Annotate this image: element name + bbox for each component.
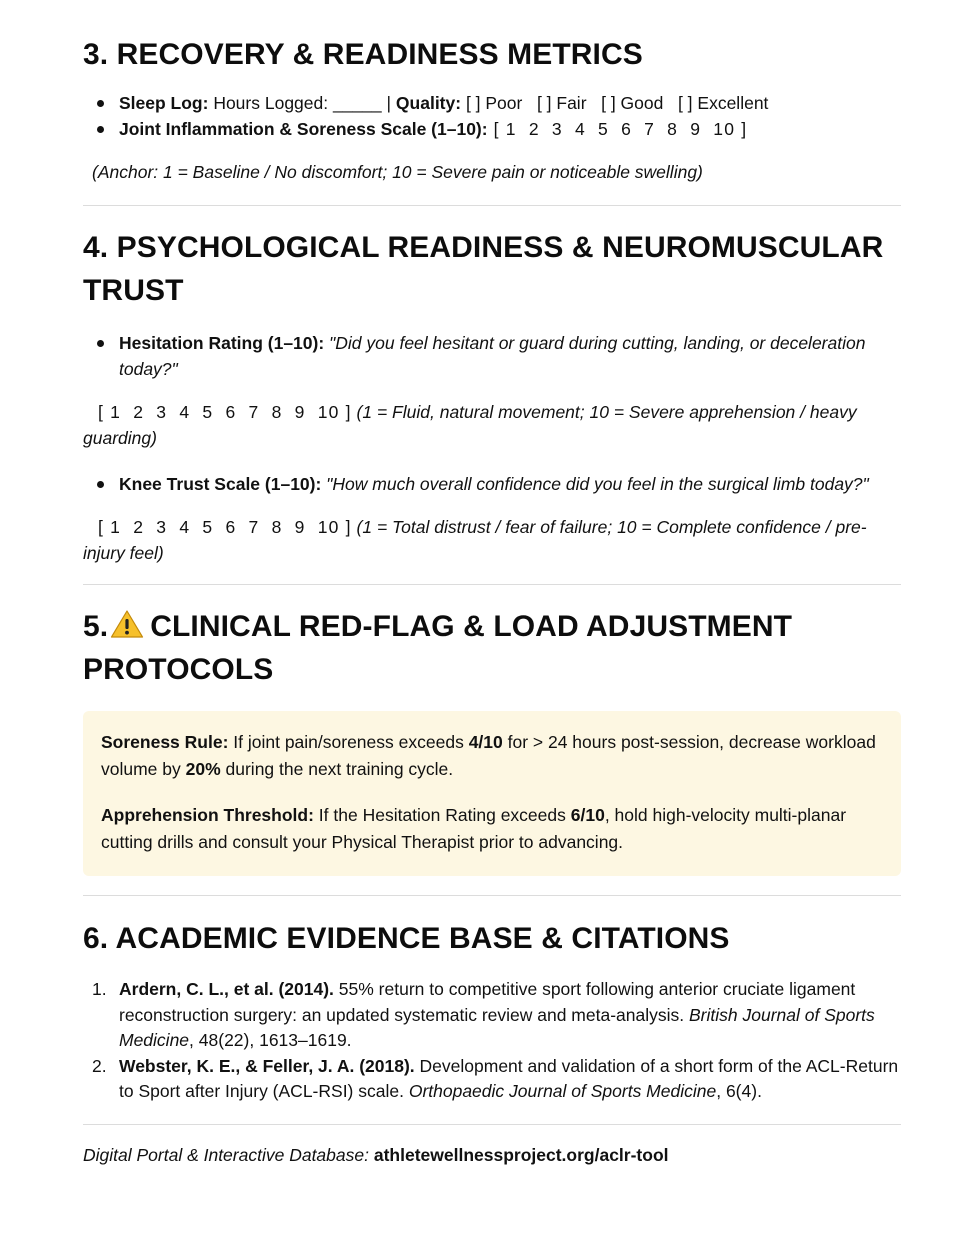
citation-number: 1.: [92, 979, 107, 999]
soreness-rule: [101, 729, 883, 783]
hesitation-scale-values: [ 1 2 3 4 5 6 7 8 9 10 ]: [92, 402, 352, 422]
apprehension-label: Apprehension Threshold:: [101, 805, 314, 825]
document-page: [83, 32, 901, 1168]
section-6-heading: 6. ACADEMIC EVIDENCE BASE & CITATIONS: [83, 922, 730, 955]
knee-trust-label: Knee Trust Scale (1–10):: [119, 474, 322, 494]
section-5-heading: [83, 605, 901, 691]
soreness-rule-text: for > 24 hours post-session, decrease workload volume by: [101, 732, 876, 779]
soreness-rule-label: Soreness Rule:: [101, 732, 229, 752]
hesitation-question: "Did you feel hesitant or guard during cutting, landing, or deceleration today?": [119, 333, 866, 379]
section-3-heading: 3. RECOVERY & READINESS METRICS: [83, 38, 643, 71]
quality-options: [ ] Poor [ ] Fair [ ] Good [ ] Excellent: [461, 93, 769, 113]
hesitation-list: [83, 330, 901, 382]
sleep-log-item: [83, 90, 901, 116]
apprehension-text: , hold high-velocity multi-planar cutting drills and consult your Physical Therapist prior to advancing.: [101, 805, 847, 852]
hesitation-scale-line: [83, 399, 901, 451]
citation-number: 2.: [92, 1055, 107, 1076]
section-4-heading-line1: 4. PSYCHOLOGICAL READINESS & NEUROMUSCULAR: [83, 231, 884, 264]
footer: [83, 1142, 901, 1168]
hesitation-rating-label: Hesitation Rating (1–10):: [119, 333, 325, 353]
apprehension-text: If the Hesitation Rating exceeds: [313, 805, 571, 825]
section-5-heading-line2: PROTOCOLS: [83, 653, 274, 686]
sleep-log-text: Hours Logged: _____ |: [208, 93, 396, 113]
apprehension-threshold-value: 6/10: [570, 805, 605, 825]
section-divider: [83, 205, 901, 206]
section-5-heading-number: 5.: [83, 610, 109, 643]
citation-journal: British Journal of Sports Medicine: [119, 1004, 875, 1050]
citation-authors: Webster, K. E., & Feller, J. A. (2018).: [119, 1055, 415, 1076]
section-divider: [83, 584, 901, 585]
citation-details: , 6(4).: [716, 1081, 762, 1101]
knee-trust-scale-anchor: (1 = Total distrust / fear of failure; 10 = Complete confidence / pre-injury feel): [83, 517, 867, 563]
citation-authors: Ardern, C. L., et al. (2014).: [119, 979, 334, 999]
volume-decrease-value: 20%: [185, 759, 221, 779]
red-flag-callout: [83, 711, 901, 876]
hesitation-rating-item: [83, 330, 901, 382]
knee-trust-scale-values: [ 1 2 3 4 5 6 7 8 9 10 ]: [92, 517, 352, 537]
joint-scale-item: [83, 116, 901, 142]
citation-item: [83, 977, 901, 1054]
section-divider: [83, 895, 901, 896]
knee-trust-scale-line: [83, 514, 901, 566]
section-4-heading: [83, 226, 901, 312]
knee-trust-item: [83, 471, 901, 497]
recovery-metrics-list: [83, 90, 901, 142]
footer-label: Digital Portal & Interactive Database:: [83, 1144, 374, 1165]
citation-details: , 48(22), 1613–1619.: [189, 1030, 352, 1050]
joint-scale-values: [ 1 2 3 4 5 6 7 8 9 10 ]: [487, 119, 748, 139]
apprehension-threshold: [101, 802, 883, 856]
sleep-log-label: Sleep Log:: [119, 93, 209, 113]
soreness-threshold-value: 4/10: [468, 732, 503, 752]
citation-title: Development and validation of a short form of the ACL-Return to Sport after Injury (ACL-RSI) scale.: [119, 1055, 899, 1101]
section-divider: [83, 1124, 901, 1125]
citations-list: [83, 977, 901, 1105]
soreness-rule-text: during the next training cycle.: [220, 759, 454, 779]
joint-scale-anchor: (Anchor: 1 = Baseline / No discomfort; 10 = Severe pain or noticeable swelling): [92, 162, 703, 182]
joint-scale-label: Joint Inflammation & Soreness Scale (1–10):: [119, 119, 488, 139]
soreness-rule-text: If joint pain/soreness exceeds: [228, 732, 469, 752]
knee-trust-list: [83, 471, 901, 497]
section-4-heading-line2: TRUST: [83, 274, 184, 307]
warning-triangle-icon: [110, 609, 144, 639]
knee-trust-question: "How much overall confidence did you feel in the surgical limb today?": [321, 474, 869, 494]
portal-link[interactable]: athletewellnessproject.org/aclr-tool: [373, 1144, 669, 1165]
quality-label: Quality:: [395, 93, 462, 113]
citation-journal: Orthopaedic Journal of Sports Medicine: [408, 1081, 717, 1101]
citation-title: 55% return to competitive sport following anterior cruciate ligament reconstruction surgery: an updated systematic review and meta-analysis.: [119, 979, 856, 1025]
citation-item: [83, 1054, 901, 1105]
hesitation-scale-anchor: (1 = Fluid, natural movement; 10 = Severe apprehension / heavy guarding): [83, 402, 857, 448]
section-5-heading-line1: CLINICAL RED-FLAG & LOAD ADJUSTMENT: [150, 610, 793, 643]
